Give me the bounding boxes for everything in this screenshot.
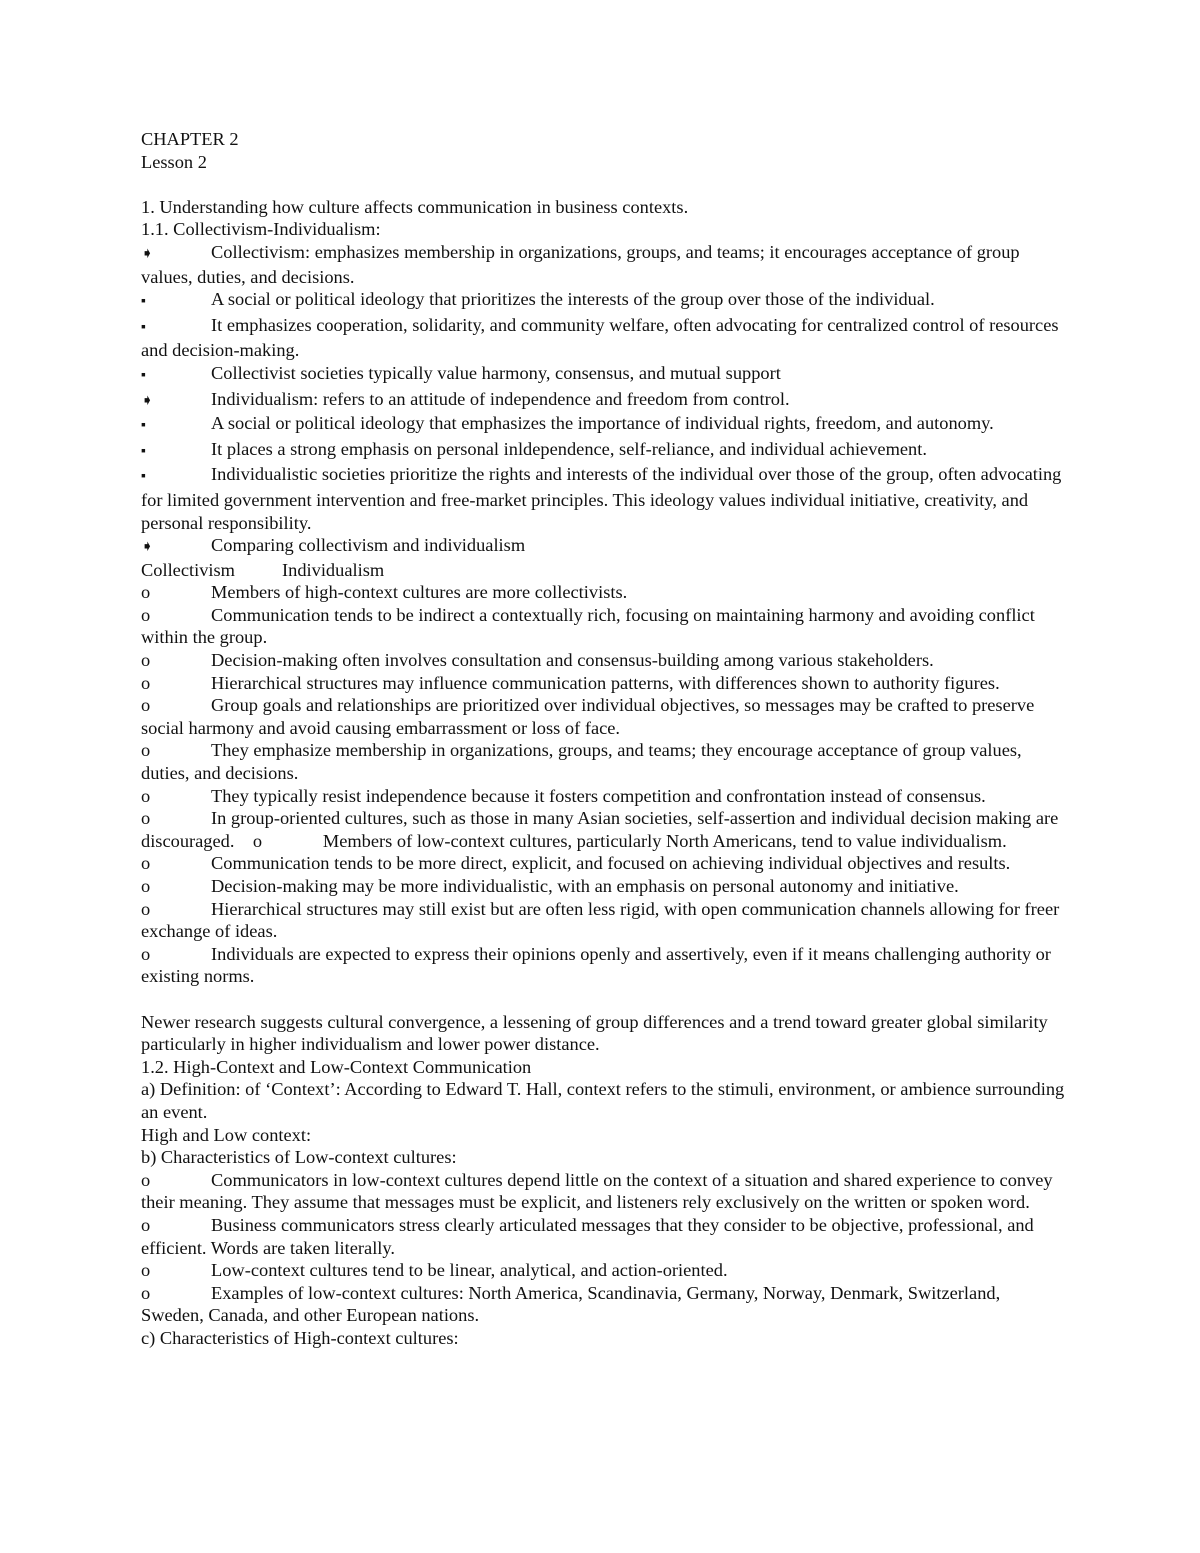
list-item: o Business communicators stress clearly articulated messages that they consider to be objective, professional, and efficient. Words are taken literally.	[141, 1214, 1034, 1258]
list-item: o Members of high-context cultures are more collectivists.	[141, 582, 628, 603]
list-item: o Communication tends to be indirect a contextually rich, focusing on maintaining harmony and avoiding conflict within the group.	[141, 604, 1035, 648]
circle-bullet-icon: o	[141, 1214, 151, 1235]
high-context-title: c) Characteristics of High-context cultures:	[141, 1327, 459, 1348]
circle-bullet-icon: o	[141, 695, 151, 716]
arrow-item-individualism: ➧ Individualism: refers to an attitude of independence and freedom from control.	[141, 388, 1066, 413]
square-bullet-icon: ▪	[141, 469, 146, 485]
subsection-title: 1.1. Collectivism-Individualism:	[141, 219, 381, 240]
subsection-title: 1.2. High-Context and Low-Context Communication	[141, 1056, 532, 1077]
arrow-bullet-icon: ➧	[141, 392, 154, 409]
circle-bullet-icon: o	[141, 650, 151, 671]
circle-bullet-icon: o	[141, 1169, 151, 1190]
square-bullet-icon: ▪	[141, 418, 146, 434]
arrow-item-comparing: ➧ Comparing collectivism and individualism	[141, 534, 1066, 559]
circle-bullet-icon: o	[252, 830, 263, 851]
arrow-bullet-icon: ➧	[141, 245, 154, 262]
bullet-item: ▪ Collectivist societies typically value harmony, consensus, and mutual support	[141, 362, 1066, 388]
circle-bullet-icon: o	[141, 582, 151, 603]
list-item: o Decision-making often involves consultation and consensus-building among various stakeholders.	[141, 650, 934, 671]
circle-bullet-icon: o	[141, 785, 151, 806]
list-item: o Decision-making may be more individualistic, with an emphasis on personal autonomy and initiative.	[141, 876, 959, 896]
column-label-individualism: Individualism	[282, 559, 385, 580]
spacer	[141, 173, 1066, 196]
circle-bullet-icon: o	[141, 1260, 151, 1281]
document-page	[141, 128, 1066, 1349]
list-item: o Individuals are expected to express their opinions openly and assertively, even if it means challenging authority or existing norms.	[141, 943, 1051, 987]
circle-bullet-icon: o	[141, 604, 151, 625]
column-label-collectivism: Collectivism	[141, 559, 235, 580]
circle-bullet-icon: o	[141, 740, 151, 761]
list-item: o They typically resist independence because it fosters competition and confrontation instead of consensus.	[141, 785, 986, 806]
square-bullet-icon: ▪	[141, 294, 146, 310]
list-item: o Communication tends to be more direct, explicit, and focused on achieving individual objectives and results.	[141, 853, 1011, 874]
list-item: o They emphasize membership in organizations, groups, and teams; they encourage acceptance of group values, duties, and decisions.	[141, 740, 1022, 784]
list-item: o Group goals and relationships are prioritized over individual objectives, so messages may be crafted to preserve social harmony and avoid causing embarrassment or loss of face.	[141, 695, 1035, 738]
comparison-columns	[141, 559, 1066, 582]
square-bullet-icon: ▪	[141, 367, 146, 383]
bullet-item: ▪ A social or political ideology that prioritizes the interests of the group over those of the individual.	[141, 288, 1066, 314]
arrow-bullet-icon: ➧	[141, 539, 154, 556]
list-item: o Examples of low-context cultures: North America, Scandinavia, Germany, Norway, Denmark, Switzerland, Sweden, Canada, and other European nations.	[141, 1282, 1001, 1326]
definition-paragraph: a) Definition: of ‘Context’: According to Edward T. Hall, context refers to the stimuli, environment, or ambience surrounding an event.	[141, 1079, 1065, 1122]
circle-bullet-icon: o	[141, 808, 151, 829]
list-item: o Hierarchical structures may influence communication patterns, with differences shown to authority figures.	[141, 672, 1000, 693]
circle-bullet-icon: o	[141, 672, 151, 693]
chapter-heading: CHAPTER 2	[141, 129, 239, 149]
list-item: o In group-oriented cultures, such as those in many Asian societies, self-assertion and individual decision making are discouraged. o Members of low-context cultures, particularly North Americans, tend to value individualism.	[141, 808, 1059, 851]
high-low-label: High and Low context:	[141, 1124, 312, 1145]
bullet-item: ▪ It places a strong emphasis on personal inldependence, self-reliance, and individual achievement.	[141, 438, 1066, 464]
bullet-item: ▪ A social or political ideology that emphasizes the importance of individual rights, freedom, and autonomy.	[141, 412, 1066, 438]
lesson-heading: Lesson 2	[141, 151, 207, 172]
list-item: o Low-context cultures tend to be linear, analytical, and action-oriented.	[141, 1260, 728, 1281]
convergence-paragraph: Newer research suggests cultural convergence, a lessening of group differences and a trend toward greater global similarity particularly in higher individualism and lower power distance.	[141, 1011, 1048, 1055]
bullet-item: ▪ Individualistic societies prioritize the rights and interests of the individual over those of the group, often advocating for limited government intervention and free-market principles. This ideology values individual initiative, creativity, and personal responsibility.	[141, 464, 1062, 533]
arrow-item-collectivism: ➧ Collectivism: emphasizes membership in organizations, groups, and teams; it encourages acceptance of group values, duties, and decisions.	[141, 241, 1020, 287]
circle-bullet-icon: o	[141, 853, 151, 874]
list-item: o Communicators in low-context cultures depend little on the context of a situation and shared experience to convey their meaning. They assume that messages must be explicit, and listeners rely exclusively on the written or spoken word.	[141, 1169, 1053, 1213]
section-title: 1. Understanding how culture affects communication in business contexts.	[141, 196, 689, 217]
circle-bullet-icon: o	[141, 876, 151, 896]
list-item: o Hierarchical structures may still exist but are often less rigid, with open communication channels allowing for freer exchange of ideas.	[141, 898, 1060, 942]
square-bullet-icon: ▪	[141, 319, 146, 335]
square-bullet-icon: ▪	[141, 443, 146, 459]
spacer	[141, 988, 1066, 1011]
circle-bullet-icon: o	[141, 943, 151, 964]
circle-bullet-icon: o	[141, 1282, 151, 1303]
bullet-item: ▪ It emphasizes cooperation, solidarity, and community welfare, often advocating for centralized control of resources and decision-making.	[141, 314, 1059, 361]
circle-bullet-icon: o	[141, 898, 151, 919]
low-context-title: b) Characteristics of Low-context cultures:	[141, 1147, 457, 1168]
